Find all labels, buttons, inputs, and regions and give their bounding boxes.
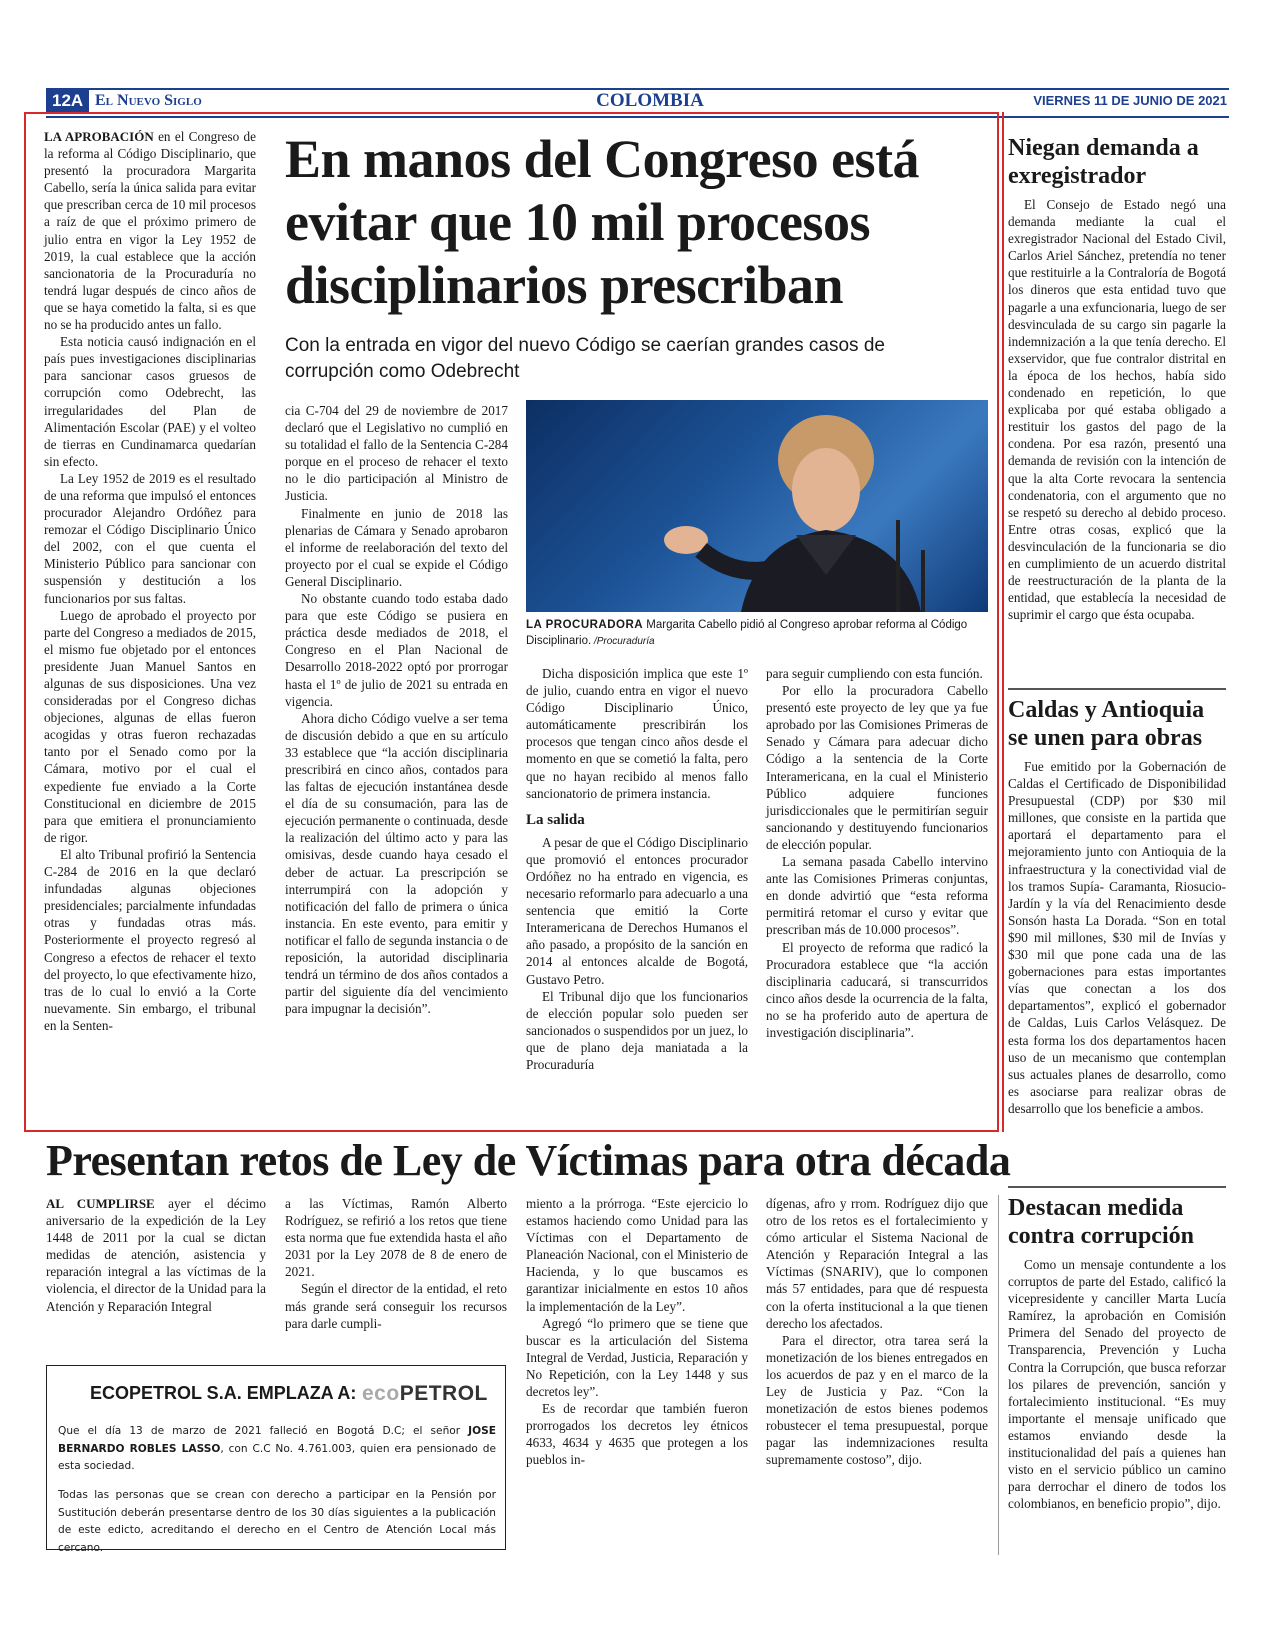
paragraph: La semana pasada Cabello intervino ante las Comisiones Primeras conjuntas, en donde advirtió que “esta reforma permitirá retomar el curso y evitar que prescriban más de 10.000 procesos”. <box>766 854 988 938</box>
deceased-name: JOSE BERNARDO ROBLES LASSO <box>58 1425 496 1455</box>
lead-in: LA APROBACIÓN <box>44 129 154 144</box>
ecopetrol-logo <box>362 1382 488 1406</box>
page-number: 12A <box>46 88 89 114</box>
paragraph: Fue emitido por la Gobernación de Caldas el Certificado de Disponibilidad Presupuestal (CDP) por $30 mil millones, que consiste en la partida que aportará el departamento para el mejoramiento junto con Antioquia de la infraestructura y la conectividad vial de los tramos Supía- Caramanta, Riosucio-Jardín y la vía del Renacimiento desde Sonsón hasta La Dorada. “Son en total $90 mil millones, $30 mil de Invías y $30 mil que pone cada una de las gobernaciones para estas importantes vías que conectan a los dos departamentos”, explicó el gobernador de Caldas, Luis Carlos Velásquez. De esta forma los dos departamentos hacen uso de un mecanismo que contemplan sus actuales planes de desarrollo, como es asociarse para realizar obras de desarrollo que los beneficie a ambos. <box>1008 759 1226 1116</box>
paragraph: Para el director, otra tarea será la monetización de los bienes entregados en los acuerdos de paz y en el marco de la Ley de Justicia y Paz. “Con la monetización de estos bienes podemos robustecer el tema presupuestal, porque pagar las indemnizaciones resulta supremamente costoso”, dijo. <box>766 1332 988 1468</box>
main-story-column-3 <box>526 665 748 1073</box>
paragraph: a las Víctimas, Ramón Alberto Rodríguez, se refirió a los retos que tiene esta norma que fue extendida hasta el año 2031 por la Ley 2078 de 8 de enero de 2021. <box>285 1196 507 1280</box>
ad-paragraph-1 <box>58 1423 496 1476</box>
paragraph: Según el director de la entidad, el reto más grande será conseguir los recursos para darle cumpli- <box>285 1281 507 1331</box>
paragraph: El alto Tribunal profirió la Sentencia C-284 de 2016 en la que declaró infundadas algunas objeciones presidenciales; parcialmente infundadas otras y fundadas otras más. Posteriormente el proyecto regresó al Congreso a efectos de rehacer el texto del proyecto, lo que efectivamente hizo, tras de lo cual lo envió a la Corte nuevamente. Sin embargo, el tribunal en la Senten- <box>44 846 256 1033</box>
second-story-column-1 <box>46 1195 266 1315</box>
paragraph: A pesar de que el Código Disciplinario que promovió el entonces procurador Ordóñez no ha entrado en vigencia, es necesario reformarlo para adecuarlo a una sentencia que emitió la Corte Interamericana de Derechos Humanos el año pasado, a propósito de la sanción en 2014 al entonces alcalde de Bogotá, Gustavo Petro. <box>526 834 748 987</box>
caption-label: LA PROCURADORA <box>526 619 644 631</box>
sidebar-headline-1: Niegan demanda a exregistrador <box>1008 135 1199 189</box>
paragraph: Es de recordar que también fueron prorrogados los decretos ley étnicos 4633, 4634 y 4635 que protegen a los pueblos in- <box>526 1401 748 1468</box>
main-story-column-2 <box>285 402 508 1017</box>
paragraph: Como un mensaje contundente a los corruptos de parte del Estado, calificó la vicepresidente y canciller Marta Lucía Ramírez, la aprobación en Comisión Primera del Senado del proyecto de Transparencia, Prevención y Lucha Contra la Corrupción, que busca reforzar los pilares de prevención, sanción y fortalecimiento institucional. “Es muy importante el mensaje unificado que estamos enviando desde la institucionalidad del país a quienes han visto en el servicio público un camino para derrochar el dinero de todos los colombianos, en beneficio propio”, dijo. <box>1008 1257 1226 1512</box>
ad-text-a: Que el día 13 de marzo de 2021 falleció en Bogotá D.C; el señor <box>58 1425 469 1437</box>
issue-date: VIERNES 11 DE JUNIO DE 2021 <box>1033 93 1227 108</box>
paragraph: ayer el décimo aniversario de la expedición de la Ley 1448 de 2011 por la cual se dictan medidas de atención, asistencia y reparación integral a las víctimas de la violencia, el director de la Unidad para la Atención y Reparación Integral <box>46 1196 266 1314</box>
newspaper-name: El Nuevo Siglo <box>95 92 202 109</box>
paragraph: El Consejo de Estado negó una demanda mediante la cual el exregistrador Nacional del Estado Civil, Carlos Ariel Sánchez, pretendía no tener que restituirle a la Contraloría de Bogotá los dineros que esta entidad tuvo que pagarle a una exfuncionaria, luego de ser desvinculada de su cargo sin pagarle la indemnización a la que tenía derecho. El exservidor, que fue contralor distrital en la época de los hechos, había sido condenado en repetición, lo que explicaba por qué estaba obligado a restituir los gastos del pago de la condena. Por esa razón, presentó una demanda de revisión con la intención de que la alta Corte revocara la sentencia condenatoria, con el argumento que no se respetó su derecho al debido proceso. Entre otras cosas, explicó que la desvinculación de la funcionaria se dio en cumplimiento de un acuerdo distrital de reestructuración de la planta de la entidad, que establecía la necesidad de suprimir el cargo que ésta ocupaba. <box>1008 197 1226 623</box>
main-story-column-4 <box>766 665 988 1041</box>
sidebar-story-2 <box>1008 758 1226 1117</box>
ad-title: ECOPETROL S.A. EMPLAZA A: <box>90 1383 357 1403</box>
paragraph: Agregó “lo primero que se tiene que buscar es la articulación del Sistema Integral de Verdad, Justicia, Reparación y No Repetición, con la Ley 1448 y sus decretos ley”. <box>526 1315 748 1400</box>
paragraph: Esta noticia causó indignación en el país pues investigaciones disciplinarias para sancionar casos gruesos de corrupción como Odebrecht, las irregularidades del Plan de Alimentación Escolar (PAE) y el volteo de tierras en Cundinamarca quedarían sin efecto. <box>44 334 256 469</box>
paragraph: dígenas, afro y rrom. Rodríguez dijo que otro de los retos es el fortalecimiento y cómo articular el Sistema Nacional de Atención y Reparación Integral a las Víctimas (SNARIV), que lo componen más 57 entidades, para que dé respuesta con la oferta institucional a la que tienen derecho los afectados. <box>766 1196 988 1331</box>
section-title: COLOMBIA <box>596 90 704 111</box>
main-deck: Con la entrada en vigor del nuevo Código se caerían grandes casos de corrupción como Odebrecht <box>285 335 885 382</box>
second-story-column-4 <box>766 1195 988 1469</box>
logo-text-b: PETROL <box>399 1382 488 1405</box>
sidebar-story-3 <box>1008 1256 1226 1512</box>
caption-text: Margarita Cabello pidió al Congreso aprobar reforma al Código Disciplinario. <box>526 619 968 647</box>
paragraph: No obstante cuando todo estaba dado para que este Código se pusiera en práctica desde mediados de 2018, el Congreso en el Plan Nacional de Desarrollo 2018-2022 optó por prorrogar hasta el 1º de julio de 2021 su entrada en vigencia. <box>285 591 508 709</box>
paragraph: miento a la prórroga. “Este ejercicio lo estamos haciendo como Unidad para las Víctimas con el Departamento de Planeación Nacional, con el Ministerio de Hacienda, y lo que buscamos es garantizar inicialmente en estos 10 años la implementación de la Ley”. <box>526 1196 748 1314</box>
second-story-column-2 <box>285 1195 507 1332</box>
second-headline: Presentan retos de Ley de Víctimas para otra década <box>46 1136 1011 1185</box>
main-story-column-1 <box>44 128 256 1034</box>
sidebar-headline-2: Caldas y Antioquia se unen para obras <box>1008 697 1205 751</box>
column-rule <box>998 1195 999 1555</box>
subheading: La salida <box>526 811 585 828</box>
paragraph: El Tribunal dijo que los funcionarios de elección popular solo pueden ser sancionados o suspendidos por un juez, lo que de plano deja maniatada a la Procuraduría <box>526 988 748 1072</box>
procuradora-photo <box>526 400 988 612</box>
sidebar-divider <box>1008 688 1226 690</box>
second-story-column-3 <box>526 1195 748 1469</box>
paragraph: Ahora dicho Código vuelve a ser tema de discusión debido a que en su artículo 33 establece que “la acción disciplinaria prescribirá en cinco años, contados para las faltas de ejecución instantánea desde el día de su consumación, para las de ejecución permanente o continuada, desde la realización del último acto y para las omisivas, desde cuando haya cesado el deber de actuar. La prescripción se interrumpirá con la adopción y notificación del fallo de primera o única instancia. En este evento, para emitir y notificar el fallo de segunda instancia o de reposición, la autoridad disciplinaria tendrá un término de dos años contados a partir del siguiente día del vencimiento para impugnar la decisión”. <box>285 710 509 1017</box>
main-headline: En manos del Congreso está evitar que 10 mil procesos disciplinarios prescriban <box>285 129 920 315</box>
paragraph: Luego de aprobado el proyecto por parte del Congreso a mediados de 2015, el mismo fue objetado por el entonces presidente Juan Manuel Santos en algunas de sus disposiciones. Una vez consideradas por el Congreso dichas objeciones, algunas de ellas fueron acogidas y otras fueron rechazadas tanto por el Senado como por la Cámara, motivo por el cual el expediente fue enviado a la Corte Constitucional en diciembre de 2015 para que emitiera el pronunciamiento de rigor. <box>44 607 256 845</box>
sidebar-story-1 <box>1008 196 1226 623</box>
paragraph: La Ley 1952 de 2019 es el resultado de una reforma que impulsó el entonces procurador Alejandro Ordóñez para remozar el Código Disciplinario Único del 2002, con el que cuenta el Ministerio Público para sancionar con suspensión y destitución a los funcionarios por sus faltas. <box>44 470 256 606</box>
photo-caption <box>526 617 988 650</box>
paragraph: cia C-704 del 29 de noviembre de 2017 declaró que el Legislativo no cumplió en su totalidad el fallo de la Sentencia C-284 porque en el proceso de rehacer el texto no le dio participación al Ministro de Justicia. <box>285 403 508 504</box>
paragraph: El proyecto de reforma que radicó la Procuradora establece que “la acción disciplinaria caducará, si transcurridos cinco años desde la ocurrencia de la falta, no se ha proferido auto de apertura de investigación disciplinaria”. <box>766 939 988 1040</box>
logo-text-a: eco <box>362 1382 400 1405</box>
ad-paragraph-2: Todas las personas que se crean con derecho a participar en la Pensión por Sustitución deberán presentarse dentro de los 30 días siguientes a la publicación de este edicto, acreditando el derecho en el Centro de Atención Local más cercano. <box>58 1489 496 1554</box>
photo-credit: /Procuraduría <box>591 636 655 647</box>
paragraph: Finalmente en junio de 2018 las plenarias de Cámara y Senado aprobaron el informe de reelaboración del texto del proyecto por el cual se expide el Código General Disciplinario. <box>285 505 508 589</box>
highlight-divider <box>1002 112 1004 1132</box>
paragraph: para seguir cumpliendo con esta función. <box>766 666 983 681</box>
paragraph: Por ello la procuradora Cabello presentó este proyecto de ley que ya fue aprobado por las Comisiones Primeras de Senado y Cámara para adecuar dicho Código a la sentencia de la Corte Interamericana, en la cual el Ministerio Público adquiere funciones jurisdiccionales que le permitirían seguir sancionando y destituyendo funcionarios de elección popular. <box>766 683 988 852</box>
sidebar-headline-3: Destacan medida contra corrupción <box>1008 1195 1194 1249</box>
lead-in: AL CUMPLIRSE <box>46 1196 155 1211</box>
portrait-illustration <box>526 400 988 612</box>
ad-text-b: , con C.C No. 4.761.003, quien era pensionado de esta sociedad. <box>58 1442 496 1472</box>
paragraph: en el Congreso de la reforma al Código Disciplinario, que presentó la procuradora Margarita Cabello, sería la única salida para evitar que prescriban cerca de 10 mil procesos a raíz de que el próximo primero de julio entra en vigor la Ley 1952 de 2019, la cual establece que la acción sancionatoria de la Procuraduría no tendrá lugar después de cinco años de que se haya cometido la falta, si es que no se ha producido antes un fallo. <box>44 129 256 333</box>
paragraph: Dicha disposición implica que este 1º de julio, cuando entra en vigor el nuevo Código Disciplinario Único, automáticamente prescribirán los procesos que tengan cinco años desde el momento en que se cometió la falta, pero que no hayan recibido al menos fallo sancionatorio de primera instancia. <box>526 666 748 801</box>
